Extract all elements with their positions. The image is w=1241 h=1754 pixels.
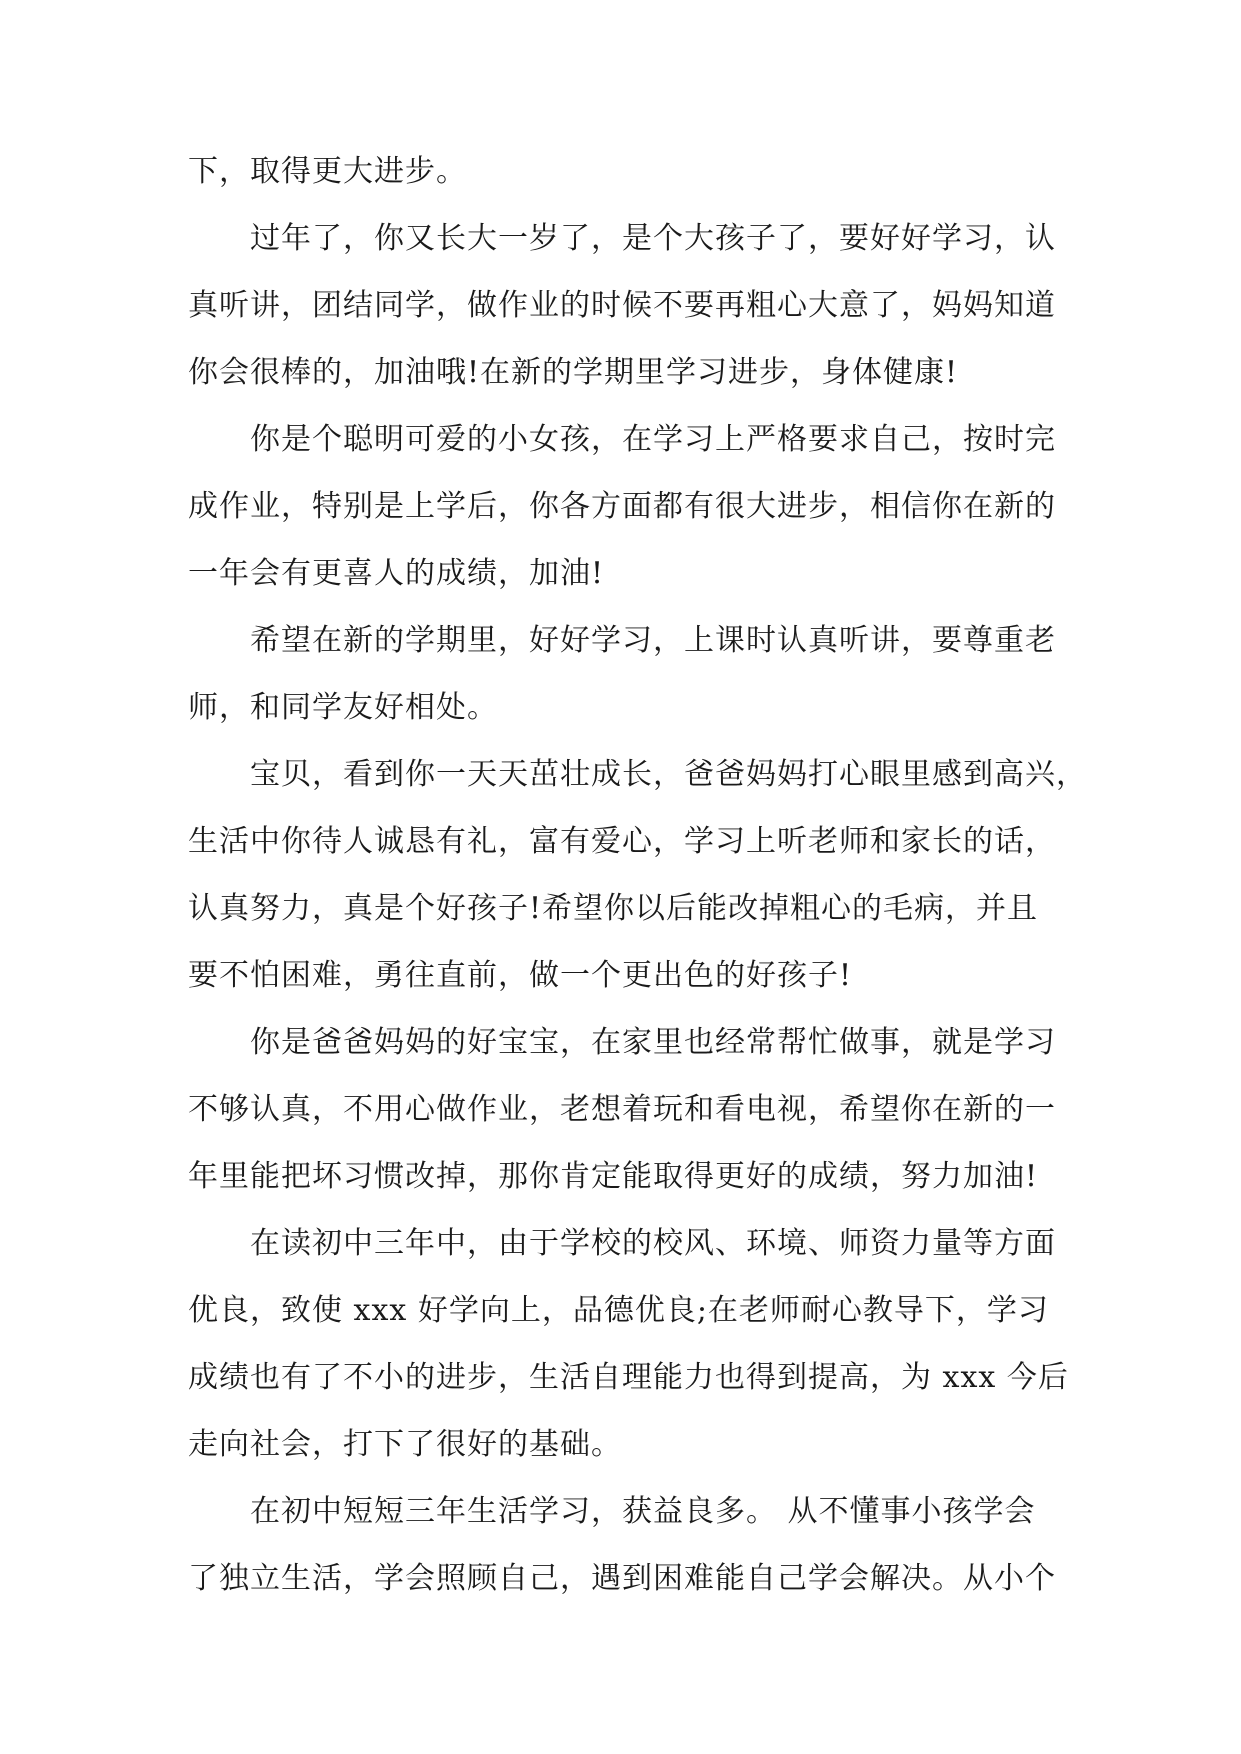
text-line: 认真努力，真是个好孩子!希望你以后能改掉粗心的毛病，并且 <box>188 891 1039 926</box>
text-line: 成绩也有了不小的进步，生活自理能力也得到提高，为 xxx 今后 <box>188 1360 1069 1395</box>
text-line: 希望在新的学期里，好好学习，上课时认真听讲，要尊重老 <box>250 623 1056 658</box>
text-line: 宝贝，看到你一天天茁壮成长，爸爸妈妈打心眼里感到高兴， <box>250 757 1087 792</box>
text-line: 在初中短短三年生活学习，获益良多。 从不懂事小孩学会 <box>250 1494 1036 1529</box>
text-line: 要不怕困难，勇往直前，做一个更出色的好孩子! <box>188 958 853 993</box>
text-line: 过年了，你又长大一岁了，是个大孩子了，要好好学习，认 <box>250 221 1056 256</box>
text-line: 生活中你待人诚恳有礼，富有爱心，学习上听老师和家长的话， <box>188 824 1056 859</box>
text-line: 你是个聪明可爱的小女孩，在学习上严格要求自己，按时完 <box>250 422 1056 457</box>
text-line: 成作业，特别是上学后，你各方面都有很大进步，相信你在新的 <box>188 489 1056 524</box>
text-line: 走向社会，打下了很好的基础。 <box>188 1427 622 1462</box>
text-line: 在读初中三年中，由于学校的校风、环境、师资力量等方面 <box>250 1226 1056 1261</box>
text-line: 不够认真，不用心做作业，老想着玩和看电视，希望你在新的一 <box>188 1092 1056 1127</box>
text-line: 真听讲，团结同学，做作业的时候不要再粗心大意了，妈妈知道 <box>188 288 1056 323</box>
text-line: 你是爸爸妈妈的好宝宝，在家里也经常帮忙做事，就是学习 <box>250 1025 1056 1060</box>
text-line: 了独立生活，学会照顾自己，遇到困难能自己学会解决。从小个 <box>188 1561 1056 1596</box>
text-line: 你会很棒的，加油哦!在新的学期里学习进步，身体健康! <box>188 355 959 390</box>
text-line: 下，取得更大进步。 <box>188 154 467 189</box>
text-line: 师，和同学友好相处。 <box>188 690 498 725</box>
text-line: 一年会有更喜人的成绩，加油! <box>188 556 605 591</box>
text-line: 年里能把坏习惯改掉，那你肯定能取得更好的成绩，努力加油! <box>188 1159 1039 1194</box>
text-line: 优良，致使 xxx 好学向上，品德优良;在老师耐心教导下，学习 <box>188 1293 1049 1328</box>
document-body <box>188 152 1087 1626</box>
